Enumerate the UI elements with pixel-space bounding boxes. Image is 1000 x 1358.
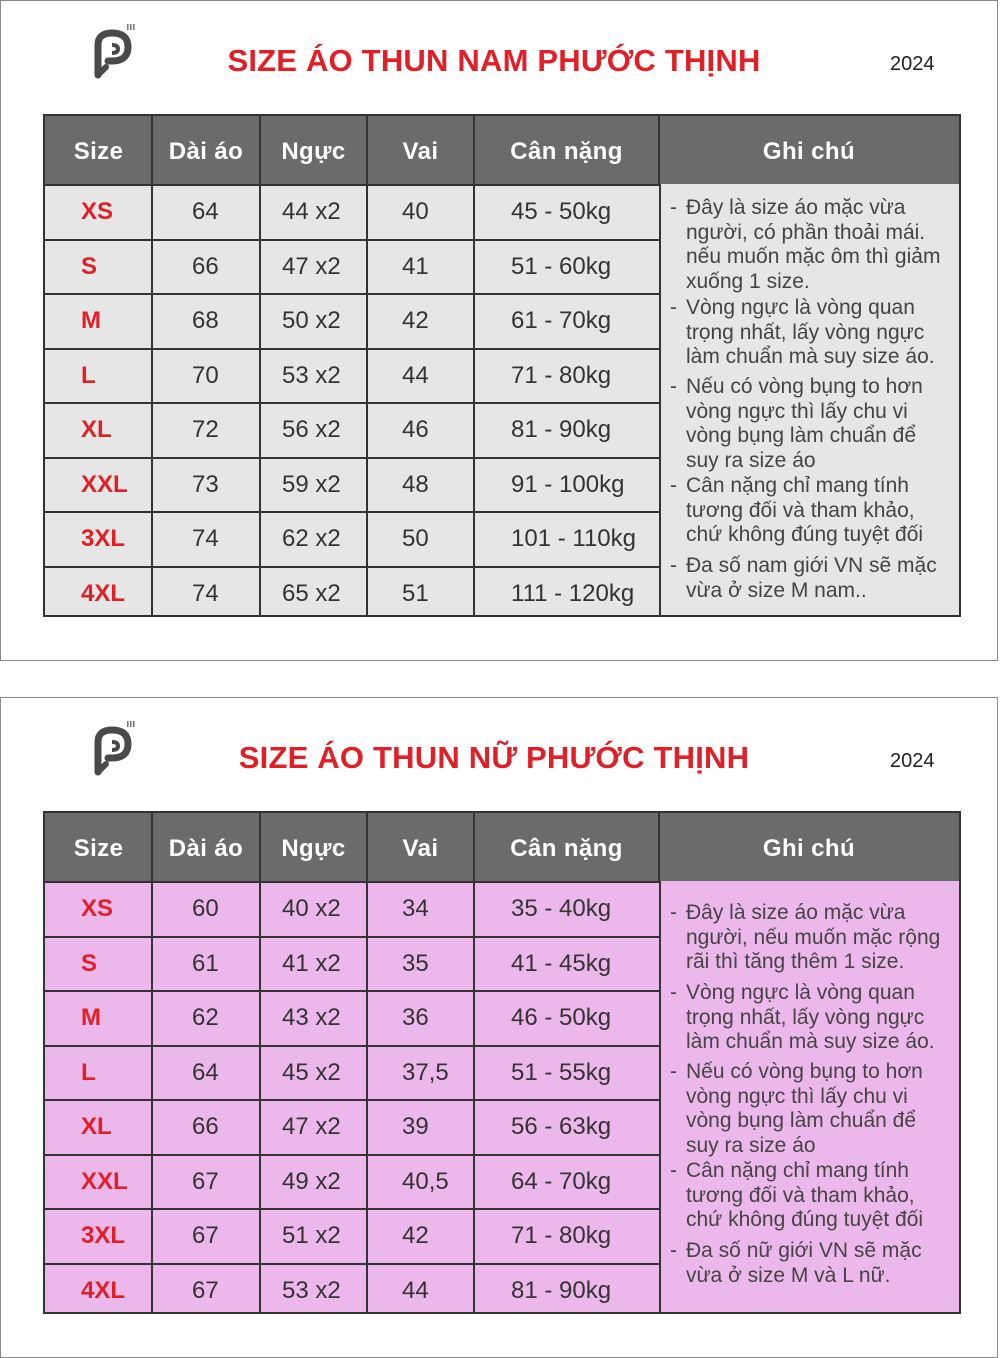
cell-length: 74: [192, 579, 219, 607]
header-cell: Size: [73, 138, 124, 165]
cell-chest: 44 x2: [282, 198, 341, 225]
cell-shoulder: 42: [402, 307, 429, 334]
note-line: Vòng ngực là vòng quan: [686, 981, 915, 1004]
bullet-dash: -: [670, 1060, 677, 1083]
column-divider: [473, 813, 475, 881]
cell-weight: 45 - 50kg: [511, 198, 612, 225]
note-line: vừa ở size M và L nữ.: [686, 1263, 891, 1287]
table-row: [45, 1045, 659, 1100]
note-item: [670, 901, 960, 975]
table-row: [45, 239, 659, 294]
table-header: [45, 813, 959, 881]
bullet-dash: -: [670, 375, 677, 398]
cell-weight: 46 - 50kg: [511, 1004, 612, 1031]
size-label: M: [81, 307, 101, 334]
table-body: [45, 184, 659, 615]
cell-chest: 53 x2: [282, 361, 341, 389]
note-line: Cân nặng chỉ mang tính: [686, 1159, 909, 1182]
column-divider: [366, 813, 368, 881]
bullet-dash: -: [670, 1239, 677, 1262]
cell-weight: 81 - 90kg: [511, 1276, 612, 1304]
chart-title: SIZE ÁO THUN NAM PHƯỚC THỊNH: [227, 43, 761, 78]
cell-chest: 65 x2: [282, 579, 341, 607]
cell-shoulder: 51: [402, 579, 429, 607]
bullet-dash: -: [670, 1159, 677, 1182]
note-item: [670, 196, 960, 295]
note-line: vừa ở size M nam..: [686, 578, 867, 602]
cell-weight: 35 - 40kg: [511, 895, 612, 922]
note-line: suy ra size áo: [686, 1134, 816, 1158]
note-line: Đây là size áo mặc vừa: [686, 196, 906, 219]
cell-weight: 101 - 110kg: [511, 525, 636, 552]
note-item: [670, 375, 960, 474]
header-cell: Dài áo: [168, 138, 244, 165]
note-line: Nếu có vòng bụng to hơn: [686, 375, 923, 398]
cell-chest: 43 x2: [282, 1004, 341, 1031]
size-label: XL: [81, 1113, 112, 1140]
note-item: [670, 1239, 960, 1288]
size-label: 4XL: [81, 579, 126, 607]
note-line: vòng bụng làm chuẩn để: [686, 424, 917, 448]
notes-column: [659, 881, 959, 1312]
bullet-dash: -: [670, 901, 677, 924]
cell-weight: 51 - 60kg: [511, 252, 612, 280]
column-divider: [658, 116, 660, 184]
note-line: người, nếu muốn mặc rộng: [686, 925, 941, 949]
cell-weight: 41 - 45kg: [511, 949, 612, 977]
note-item: [670, 554, 960, 603]
header-cell: Vai: [402, 138, 439, 165]
notes-column: [659, 184, 959, 615]
note-item: [670, 1159, 960, 1233]
table-row: [45, 881, 659, 936]
table-row: [45, 990, 659, 1045]
cell-shoulder: 36: [402, 1004, 429, 1031]
size-label: XS: [81, 895, 114, 922]
cell-length: 70: [192, 361, 219, 389]
table-row: [45, 566, 659, 616]
cell-weight: 56 - 63kg: [511, 1113, 612, 1140]
size-label: L: [81, 1058, 96, 1086]
cell-length: 60: [192, 895, 219, 922]
table-row: [45, 1208, 659, 1263]
note-item: [670, 296, 960, 370]
table-row: [45, 402, 659, 457]
table-row: [45, 1154, 659, 1209]
cell-chest: 62 x2: [282, 525, 341, 552]
cell-length: 62: [192, 1004, 219, 1031]
column-divider: [259, 116, 261, 184]
bullet-dash: -: [670, 296, 677, 319]
size-table: [43, 811, 961, 1314]
note-line: Nếu có vòng bụng to hơn: [686, 1060, 923, 1083]
cell-shoulder: 44: [402, 1276, 429, 1304]
chart-title: SIZE ÁO THUN NỮ PHƯỚC THỊNH: [238, 740, 750, 775]
cell-length: 74: [192, 525, 219, 552]
note-item: [670, 981, 960, 1055]
cell-weight: 91 - 100kg: [511, 470, 625, 498]
note-item: [670, 474, 960, 548]
cell-chest: 47 x2: [282, 1113, 341, 1140]
note-line: Đa số nam giới VN sẽ mặc: [686, 554, 937, 577]
note-item: [670, 1060, 960, 1159]
men-size-chart: [0, 0, 998, 661]
column-divider: [473, 116, 475, 184]
header-cell: Vai: [402, 835, 439, 862]
header-cell: Size: [73, 835, 124, 862]
header-cell: Ngực: [281, 835, 346, 862]
cell-length: 66: [192, 1113, 219, 1140]
cell-shoulder: 50: [402, 525, 429, 552]
note-line: chứ không đúng tuyệt đối: [686, 523, 924, 547]
header-cell: Ngực: [281, 138, 346, 165]
size-label: XL: [81, 416, 112, 443]
cell-length: 73: [192, 470, 219, 498]
note-line: người, có phần thoải mái.: [686, 220, 926, 244]
note-line: Vòng ngực là vòng quan: [686, 296, 915, 319]
cell-shoulder: 34: [402, 895, 429, 922]
cell-weight: 81 - 90kg: [511, 416, 612, 443]
table-row: [45, 511, 659, 566]
women-size-chart: [0, 697, 998, 1358]
cell-shoulder: 40: [402, 198, 429, 225]
table-body: [45, 881, 659, 1312]
cell-weight: 64 - 70kg: [511, 1167, 612, 1195]
table-row: [45, 348, 659, 403]
cell-length: 61: [192, 949, 219, 977]
column-divider: [151, 813, 153, 881]
table-row: [45, 184, 659, 239]
cell-chest: 47 x2: [282, 252, 341, 280]
size-label: 3XL: [81, 1222, 126, 1249]
cell-length: 64: [192, 1058, 219, 1086]
cell-chest: 56 x2: [282, 416, 341, 443]
size-label: XS: [81, 198, 114, 225]
chart-year: 2024: [890, 750, 935, 772]
note-line: Cân nặng chỉ mang tính: [686, 474, 909, 497]
cell-length: 64: [192, 198, 219, 225]
table-row: [45, 457, 659, 512]
header-cell: Cân nặng: [510, 138, 623, 165]
cell-weight: 51 - 55kg: [511, 1058, 612, 1086]
cell-length: 72: [192, 416, 219, 443]
cell-length: 67: [192, 1276, 219, 1304]
cell-shoulder: 41: [402, 252, 429, 280]
cell-shoulder: 46: [402, 416, 429, 443]
cell-chest: 40 x2: [282, 895, 341, 922]
size-label: L: [81, 361, 96, 389]
table-row: [45, 293, 659, 348]
size-label: XXL: [81, 470, 128, 498]
cell-weight: 111 - 120kg: [511, 579, 635, 607]
note-line: nếu muốn mặc ôm thì giảm: [686, 245, 941, 269]
cell-length: 66: [192, 252, 219, 280]
note-line: trọng nhất, lấy vòng ngực: [686, 1005, 925, 1029]
column-divider: [259, 813, 261, 881]
cell-weight: 71 - 80kg: [511, 1222, 612, 1249]
column-divider: [658, 813, 660, 881]
cell-chest: 53 x2: [282, 1276, 341, 1304]
cell-chest: 50 x2: [282, 307, 341, 334]
note-line: tương đối và tham khảo,: [686, 1183, 915, 1207]
bullet-dash: -: [670, 554, 677, 577]
size-label: S: [81, 252, 98, 280]
note-line: làm chuẩn mà suy size áo.: [686, 345, 935, 369]
size-label: 4XL: [81, 1276, 126, 1304]
note-line: vòng bụng làm chuẩn để: [686, 1109, 917, 1133]
cell-length: 67: [192, 1167, 219, 1195]
header-cell: Ghi chú: [762, 138, 856, 165]
table-header: [45, 116, 959, 184]
bullet-dash: -: [670, 981, 677, 1004]
table-row: [45, 1099, 659, 1154]
column-divider: [366, 116, 368, 184]
cell-shoulder: 44: [402, 361, 429, 389]
size-label: S: [81, 949, 98, 977]
note-line: vòng ngực thì lấy chu vi: [686, 399, 908, 423]
cell-shoulder: 42: [402, 1222, 429, 1249]
note-line: vòng ngực thì lấy chu vi: [686, 1084, 908, 1108]
cell-shoulder: 40,5: [402, 1167, 449, 1195]
column-divider: [151, 116, 153, 184]
note-line: tương đối và tham khảo,: [686, 498, 915, 522]
note-line: suy ra size áo: [686, 449, 816, 473]
cell-shoulder: 37,5: [402, 1058, 449, 1086]
note-line: trọng nhất, lấy vòng ngực: [686, 320, 925, 344]
size-label: 3XL: [81, 525, 126, 552]
cell-weight: 61 - 70kg: [511, 307, 612, 334]
cell-chest: 59 x2: [282, 470, 341, 498]
cell-shoulder: 48: [402, 470, 429, 498]
table-row: [45, 936, 659, 991]
cell-chest: 41 x2: [282, 949, 341, 977]
cell-chest: 45 x2: [282, 1058, 341, 1086]
bullet-dash: -: [670, 474, 677, 497]
cell-length: 67: [192, 1222, 219, 1249]
cell-shoulder: 39: [402, 1113, 429, 1140]
note-line: Đa số nữ giới VN sẽ mặc: [686, 1239, 922, 1262]
size-label: XXL: [81, 1167, 128, 1195]
bullet-dash: -: [670, 196, 677, 219]
size-label: M: [81, 1004, 101, 1031]
cell-chest: 49 x2: [282, 1167, 341, 1195]
note-line: Đây là size áo mặc vừa: [686, 901, 906, 924]
header-cell: Ghi chú: [762, 835, 856, 862]
table-row: [45, 1263, 659, 1313]
cell-weight: 71 - 80kg: [511, 361, 612, 389]
header-cell: Cân nặng: [510, 835, 623, 862]
size-table: [43, 114, 961, 617]
header-cell: Dài áo: [168, 835, 244, 862]
note-line: rãi thì tăng thêm 1 size.: [686, 950, 905, 974]
cell-length: 68: [192, 307, 219, 334]
note-line: xuống 1 size.: [686, 270, 810, 294]
note-line: làm chuẩn mà suy size áo.: [686, 1030, 935, 1054]
chart-year: 2024: [890, 53, 935, 75]
cell-shoulder: 35: [402, 949, 429, 977]
note-line: chứ không đúng tuyệt đối: [686, 1208, 924, 1232]
cell-chest: 51 x2: [282, 1222, 341, 1249]
